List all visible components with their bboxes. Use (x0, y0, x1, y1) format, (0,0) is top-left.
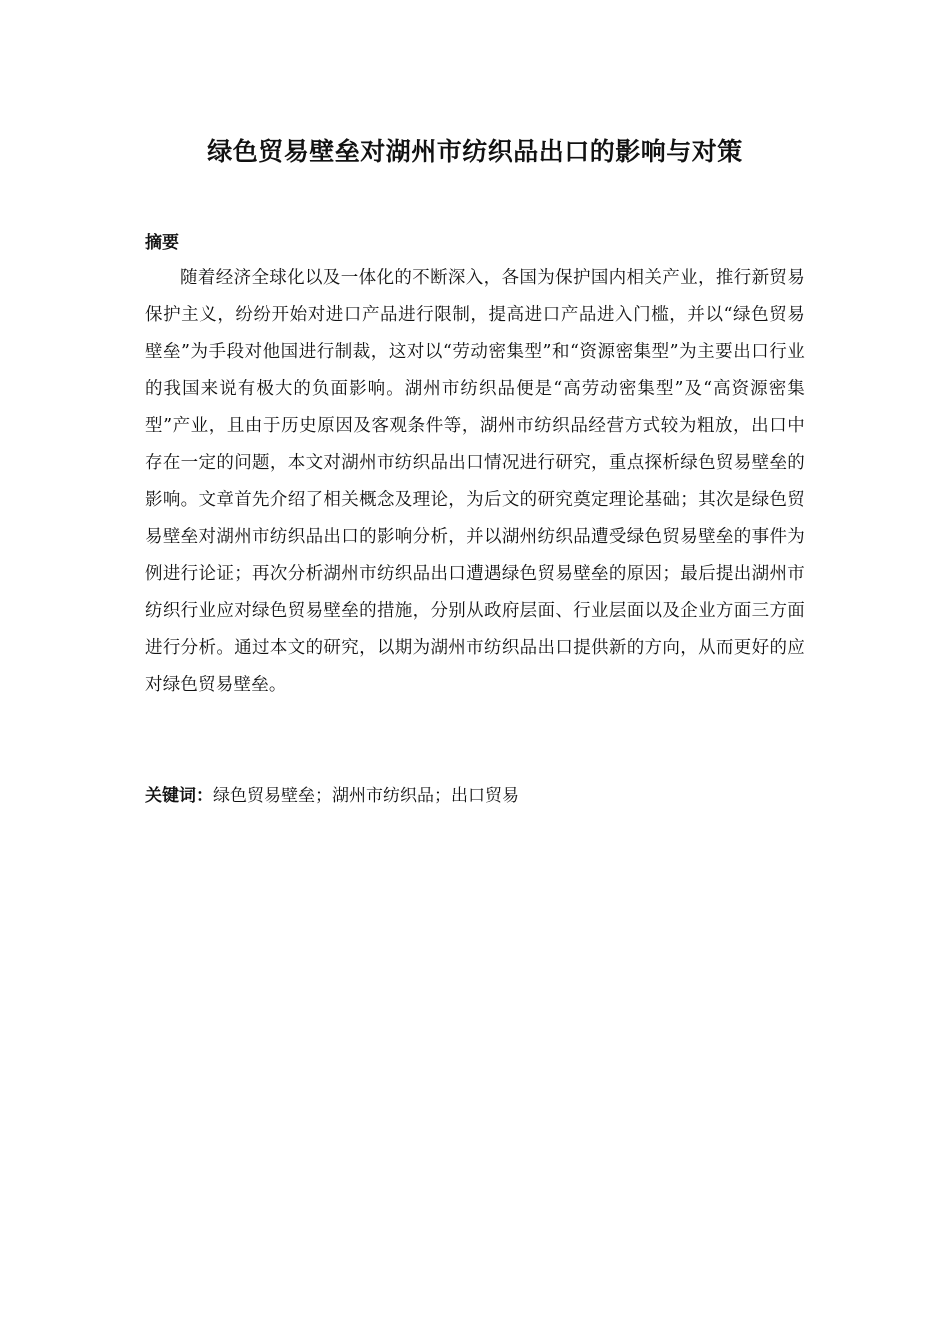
keywords-label: 关键词： (145, 786, 213, 806)
keywords-line (145, 783, 805, 809)
abstract-heading: 摘要 (145, 233, 179, 253)
abstract-paragraph: 随着经济全球化以及一体化的不断深入，各国为保护国内相关产业，推行新贸易保护主义，纷纷开始对进口产品进行限制，提高进口产品进入门槛，并以“绿色贸易壁垒”为手段对他国进行制裁，这对以“劳动密集型”和“资源密集型”为主要出口行业的我国来说有极大的负面影响。湖州市纺织品便是“高劳动密集型”及“高资源密集型”产业，且由于历史原因及客观条件等，湖州市纺织品经营方式较为粗放，出口中存在一定的问题，本文对湖州市纺织品出口情况进行研究，重点探析绿色贸易壁垒的影响。文章首先介绍了相关概念及理论，为后文的研究奠定理论基础；其次是绿色贸易壁垒对湖州市纺织品出口的影响分析，并以湖州纺织品遭受绿色贸易壁垒的事件为例进行论证；再次分析湖州市纺织品出口遭遇绿色贸易壁垒的原因；最后提出湖州市纺织行业应对绿色贸易壁垒的措施，分别从政府层面、行业层面以及企业方面三方面进行分析。通过本文的研究，以期为湖州市纺织品出口提供新的方向，从而更好的应对绿色贸易壁垒。 (145, 268, 805, 695)
keywords-values: 绿色贸易壁垒；湖州市纺织品；出口贸易 (213, 786, 519, 806)
page-title: 绿色贸易壁垒对湖州市纺织品出口的影响与对策 (207, 137, 743, 166)
